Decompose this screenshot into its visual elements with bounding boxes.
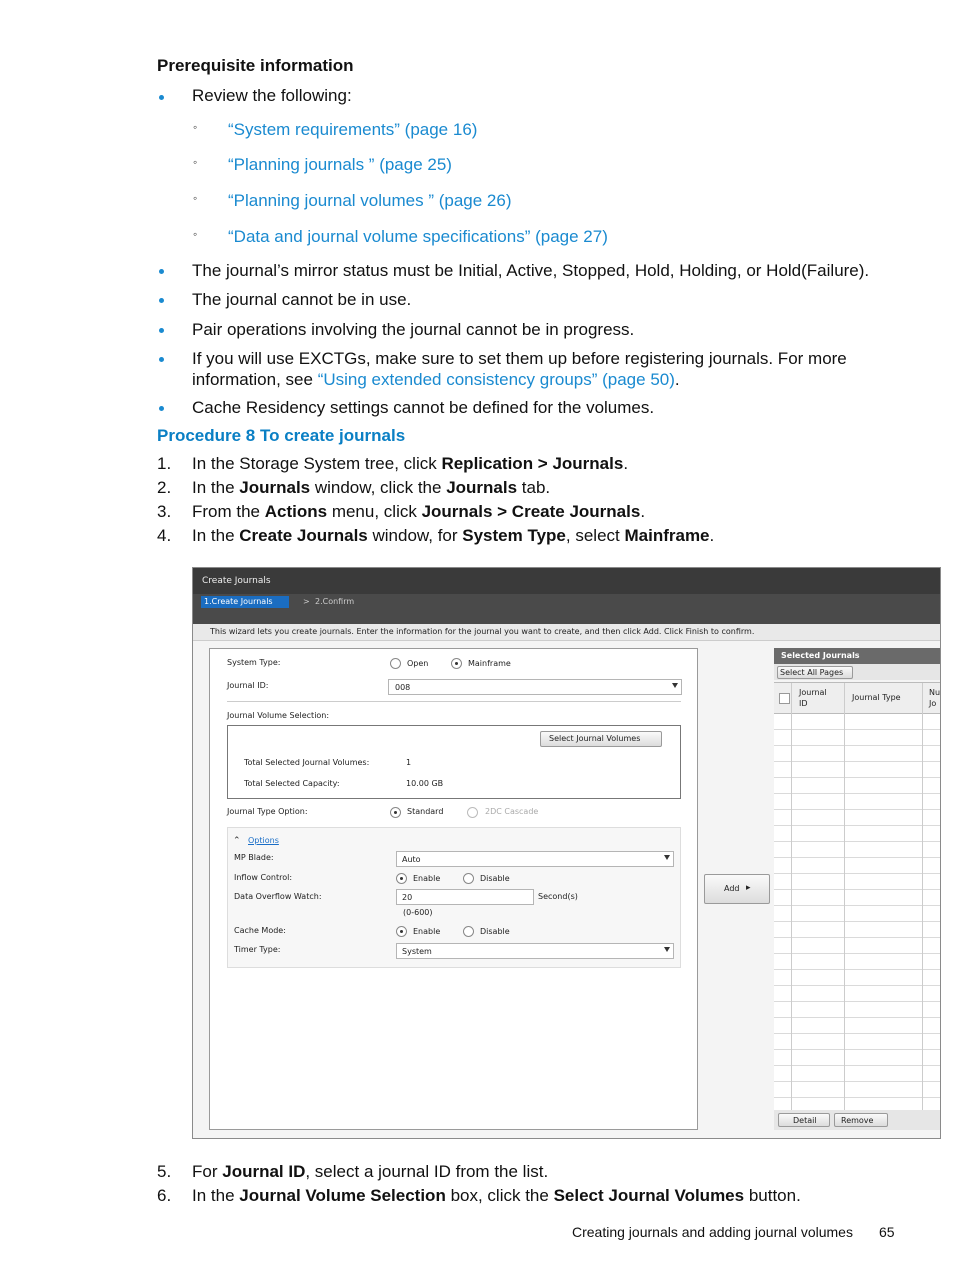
radio-mainframe[interactable] (451, 658, 462, 669)
select-all-pages-button[interactable] (777, 666, 853, 679)
cache-mode-label: Cache Mode: (234, 926, 286, 935)
select-all-checkbox[interactable] (779, 693, 790, 704)
step-bold: Actions (264, 502, 328, 521)
add-button[interactable] (704, 874, 770, 904)
link-planning-journal-volumes[interactable]: “Planning journal volumes ” (page 26) (228, 191, 512, 210)
step-number: 6. (157, 1186, 172, 1205)
step-text: button. (744, 1186, 801, 1205)
col-number-line1: Nu (929, 688, 941, 697)
column-divider (791, 683, 792, 1113)
step-text: In the (192, 1186, 240, 1205)
step-number: 4. (157, 526, 172, 545)
radio-inflow-disable-label: Disable (480, 874, 510, 883)
exctg-suffix: . (674, 370, 680, 389)
journal-id-select[interactable] (388, 679, 682, 695)
step-text: In the Storage System tree, click (192, 454, 442, 473)
step-3 (192, 502, 645, 522)
data-overflow-watch-input[interactable] (396, 889, 534, 905)
radio-cache-disable[interactable] (463, 926, 474, 937)
total-capacity-value: 10.00 GB (406, 779, 444, 788)
selected-journals-title: Selected Journals (781, 651, 860, 660)
radio-mainframe-label: Mainframe (468, 659, 511, 668)
options-toggle[interactable]: Options (248, 836, 279, 845)
step-text: menu, click (327, 502, 422, 521)
dialog-description-bar (193, 624, 940, 641)
timer-type-label: Timer Type: (234, 945, 281, 954)
dialog-title: Create Journals (202, 576, 271, 586)
step-text: . (640, 502, 646, 521)
collapse-up-icon[interactable]: ⌃ (233, 836, 241, 846)
bullet-not-in-use: The journal cannot be in use. (192, 290, 412, 309)
radio-cache-enable-label: Enable (413, 927, 441, 936)
selected-journals-header (774, 648, 941, 664)
inflow-control-label: Inflow Control: (234, 873, 293, 882)
jvs-box (227, 725, 681, 799)
dialog-description: This wizard lets you create journals. Enter the information for the journal you want to create, and then click Add. Click Finish to confirm. (210, 627, 755, 636)
circle-bullet-icon: ◦ (193, 227, 198, 241)
detail-label: Detail (793, 1116, 817, 1125)
chevron-down-icon (664, 947, 670, 952)
divider (227, 701, 681, 702)
step-text: box, click the (445, 1186, 554, 1205)
journal-id-value: 008 (395, 683, 411, 692)
radio-cache-enable[interactable] (396, 926, 407, 937)
step-text: In the (192, 526, 240, 545)
bullet-icon (159, 95, 164, 100)
remove-button[interactable] (834, 1113, 888, 1127)
step-2 (192, 478, 550, 498)
total-capacity-label: Total Selected Capacity: (244, 779, 340, 788)
step-bold: Replication > Journals (441, 454, 624, 473)
link-exctg[interactable]: “Using extended consistency groups” (page 50) (317, 370, 675, 389)
step-text: . (709, 526, 715, 545)
radio-standard-label: Standard (407, 807, 444, 816)
column-divider (922, 683, 923, 1113)
link-data-journal-specs[interactable]: “Data and journal volume specifications” (page 27) (228, 227, 608, 246)
chevron-down-icon (672, 683, 678, 688)
step-number: 3. (157, 502, 172, 521)
detail-button[interactable] (778, 1113, 830, 1127)
step-5 (192, 1162, 548, 1182)
table-rows (774, 714, 941, 1113)
radio-2dc-cascade[interactable] (467, 807, 478, 818)
data-overflow-watch-value: 20 (402, 893, 413, 902)
timer-type-select[interactable] (396, 943, 674, 959)
step-bold: System Type (462, 526, 566, 545)
dialog-titlebar (193, 568, 940, 594)
step-number: 1. (157, 454, 172, 473)
prereq-heading: Prerequisite information (157, 56, 354, 75)
radio-inflow-disable[interactable] (463, 873, 474, 884)
chevron-down-icon (664, 855, 670, 860)
selected-journals-toolbar (774, 664, 941, 680)
jvs-label: Journal Volume Selection: (227, 711, 330, 720)
step-bold: Mainframe (624, 526, 710, 545)
table-header (774, 683, 941, 714)
bullet-pair-operations: Pair operations involving the journal cannot be in progress. (192, 320, 635, 339)
mp-blade-label: MP Blade: (234, 853, 274, 862)
options-section (227, 827, 681, 968)
remove-label: Remove (841, 1116, 874, 1125)
select-all-pages-label: Select All Pages (780, 668, 844, 677)
step-text: , select (565, 526, 625, 545)
total-volumes-label: Total Selected Journal Volumes: (244, 758, 370, 767)
step-bold: Journal ID (222, 1162, 306, 1181)
page-number: 65 (879, 1224, 895, 1240)
wizard-step-1-label: 1.Create Journals (204, 597, 273, 606)
select-journal-volumes-button[interactable] (540, 731, 662, 747)
radio-inflow-enable-label: Enable (413, 874, 441, 883)
link-system-requirements[interactable]: “System requirements” (page 16) (228, 120, 478, 139)
data-overflow-watch-label: Data Overflow Watch: (234, 892, 322, 901)
data-overflow-watch-unit: Second(s) (538, 892, 578, 901)
col-journal-type: Journal Type (852, 693, 901, 702)
step-text: In the (192, 478, 240, 497)
step-1 (192, 454, 628, 474)
radio-standard[interactable] (390, 807, 401, 818)
radio-open[interactable] (390, 658, 401, 669)
bullet-exctg-line1: If you will use EXCTGs, make sure to set them up before registering journals. For more (192, 349, 847, 368)
create-journals-screenshot (192, 567, 941, 1139)
circle-bullet-icon: ◦ (193, 155, 198, 169)
radio-open-label: Open (407, 659, 429, 668)
bullet-icon (159, 298, 164, 303)
footer-title: Creating journals and adding journal volumes (572, 1224, 853, 1240)
selected-journals-table (774, 682, 941, 1113)
selected-journals-footer (774, 1110, 941, 1130)
step-bold: Journals (446, 478, 518, 497)
bullet-cache-residency: Cache Residency settings cannot be defined for the volumes. (192, 398, 655, 417)
total-volumes-value: 1 (406, 758, 412, 767)
journal-id-label: Journal ID: (227, 681, 269, 690)
step-text: window, click the (310, 478, 447, 497)
bullet-icon (159, 406, 164, 411)
radio-inflow-enable[interactable] (396, 873, 407, 884)
form-panel (209, 648, 698, 1130)
review-text: Review the following: (192, 86, 352, 105)
bullet-icon (159, 357, 164, 362)
step-text: From the (192, 502, 265, 521)
step-text: . (623, 454, 629, 473)
bullet-mirror-status: The journal’s mirror status must be Initial, Active, Stopped, Hold, Holding, or Hold(Failure). (192, 261, 870, 280)
select-journal-volumes-label: Select Journal Volumes (549, 734, 641, 743)
wizard-step-active[interactable] (201, 596, 289, 608)
timer-type-value: System (402, 947, 432, 956)
data-overflow-watch-range: (0-600) (403, 908, 433, 917)
mp-blade-value: Auto (402, 855, 421, 864)
step-bold: Journal Volume Selection (239, 1186, 446, 1205)
chevron-right-icon: ▸ (746, 883, 751, 893)
bullet-icon (159, 328, 164, 333)
step-text: , select a journal ID from the list. (305, 1162, 549, 1181)
col-number-line2: Jo (929, 699, 937, 708)
bullet-icon (159, 269, 164, 274)
column-divider (844, 683, 845, 1113)
bullet-exctg-line2 (192, 370, 680, 390)
mp-blade-select[interactable] (396, 851, 674, 867)
step-bold: Select Journal Volumes (553, 1186, 745, 1205)
wizard-step-2-label[interactable]: 2.Confirm (315, 597, 355, 606)
link-planning-journals[interactable]: “Planning journals ” (page 25) (228, 155, 452, 174)
wizard-step-separator: > (303, 597, 310, 606)
step-6 (192, 1186, 801, 1206)
add-button-label: Add (724, 884, 740, 893)
step-number: 2. (157, 478, 172, 497)
step-bold: Journals (239, 478, 311, 497)
circle-bullet-icon: ◦ (193, 191, 198, 205)
step-bold: Journals > Create Journals (421, 502, 641, 521)
col-journal-id-line2: ID (799, 699, 808, 708)
system-type-label: System Type: (227, 658, 281, 667)
step-4 (192, 526, 714, 546)
journal-type-option-label: Journal Type Option: (227, 807, 308, 816)
radio-2dc-cascade-label: 2DC Cascade (485, 807, 539, 816)
step-bold: Create Journals (239, 526, 368, 545)
procedure-heading: Procedure 8 To create journals (157, 426, 406, 445)
step-text: tab. (517, 478, 551, 497)
circle-bullet-icon: ◦ (193, 120, 198, 134)
step-text: For (192, 1162, 223, 1181)
radio-cache-disable-label: Disable (480, 927, 510, 936)
step-text: window, for (367, 526, 463, 545)
col-journal-id-line1: Journal (799, 688, 827, 697)
exctg-prefix: information, see (192, 370, 318, 389)
step-number: 5. (157, 1162, 172, 1181)
